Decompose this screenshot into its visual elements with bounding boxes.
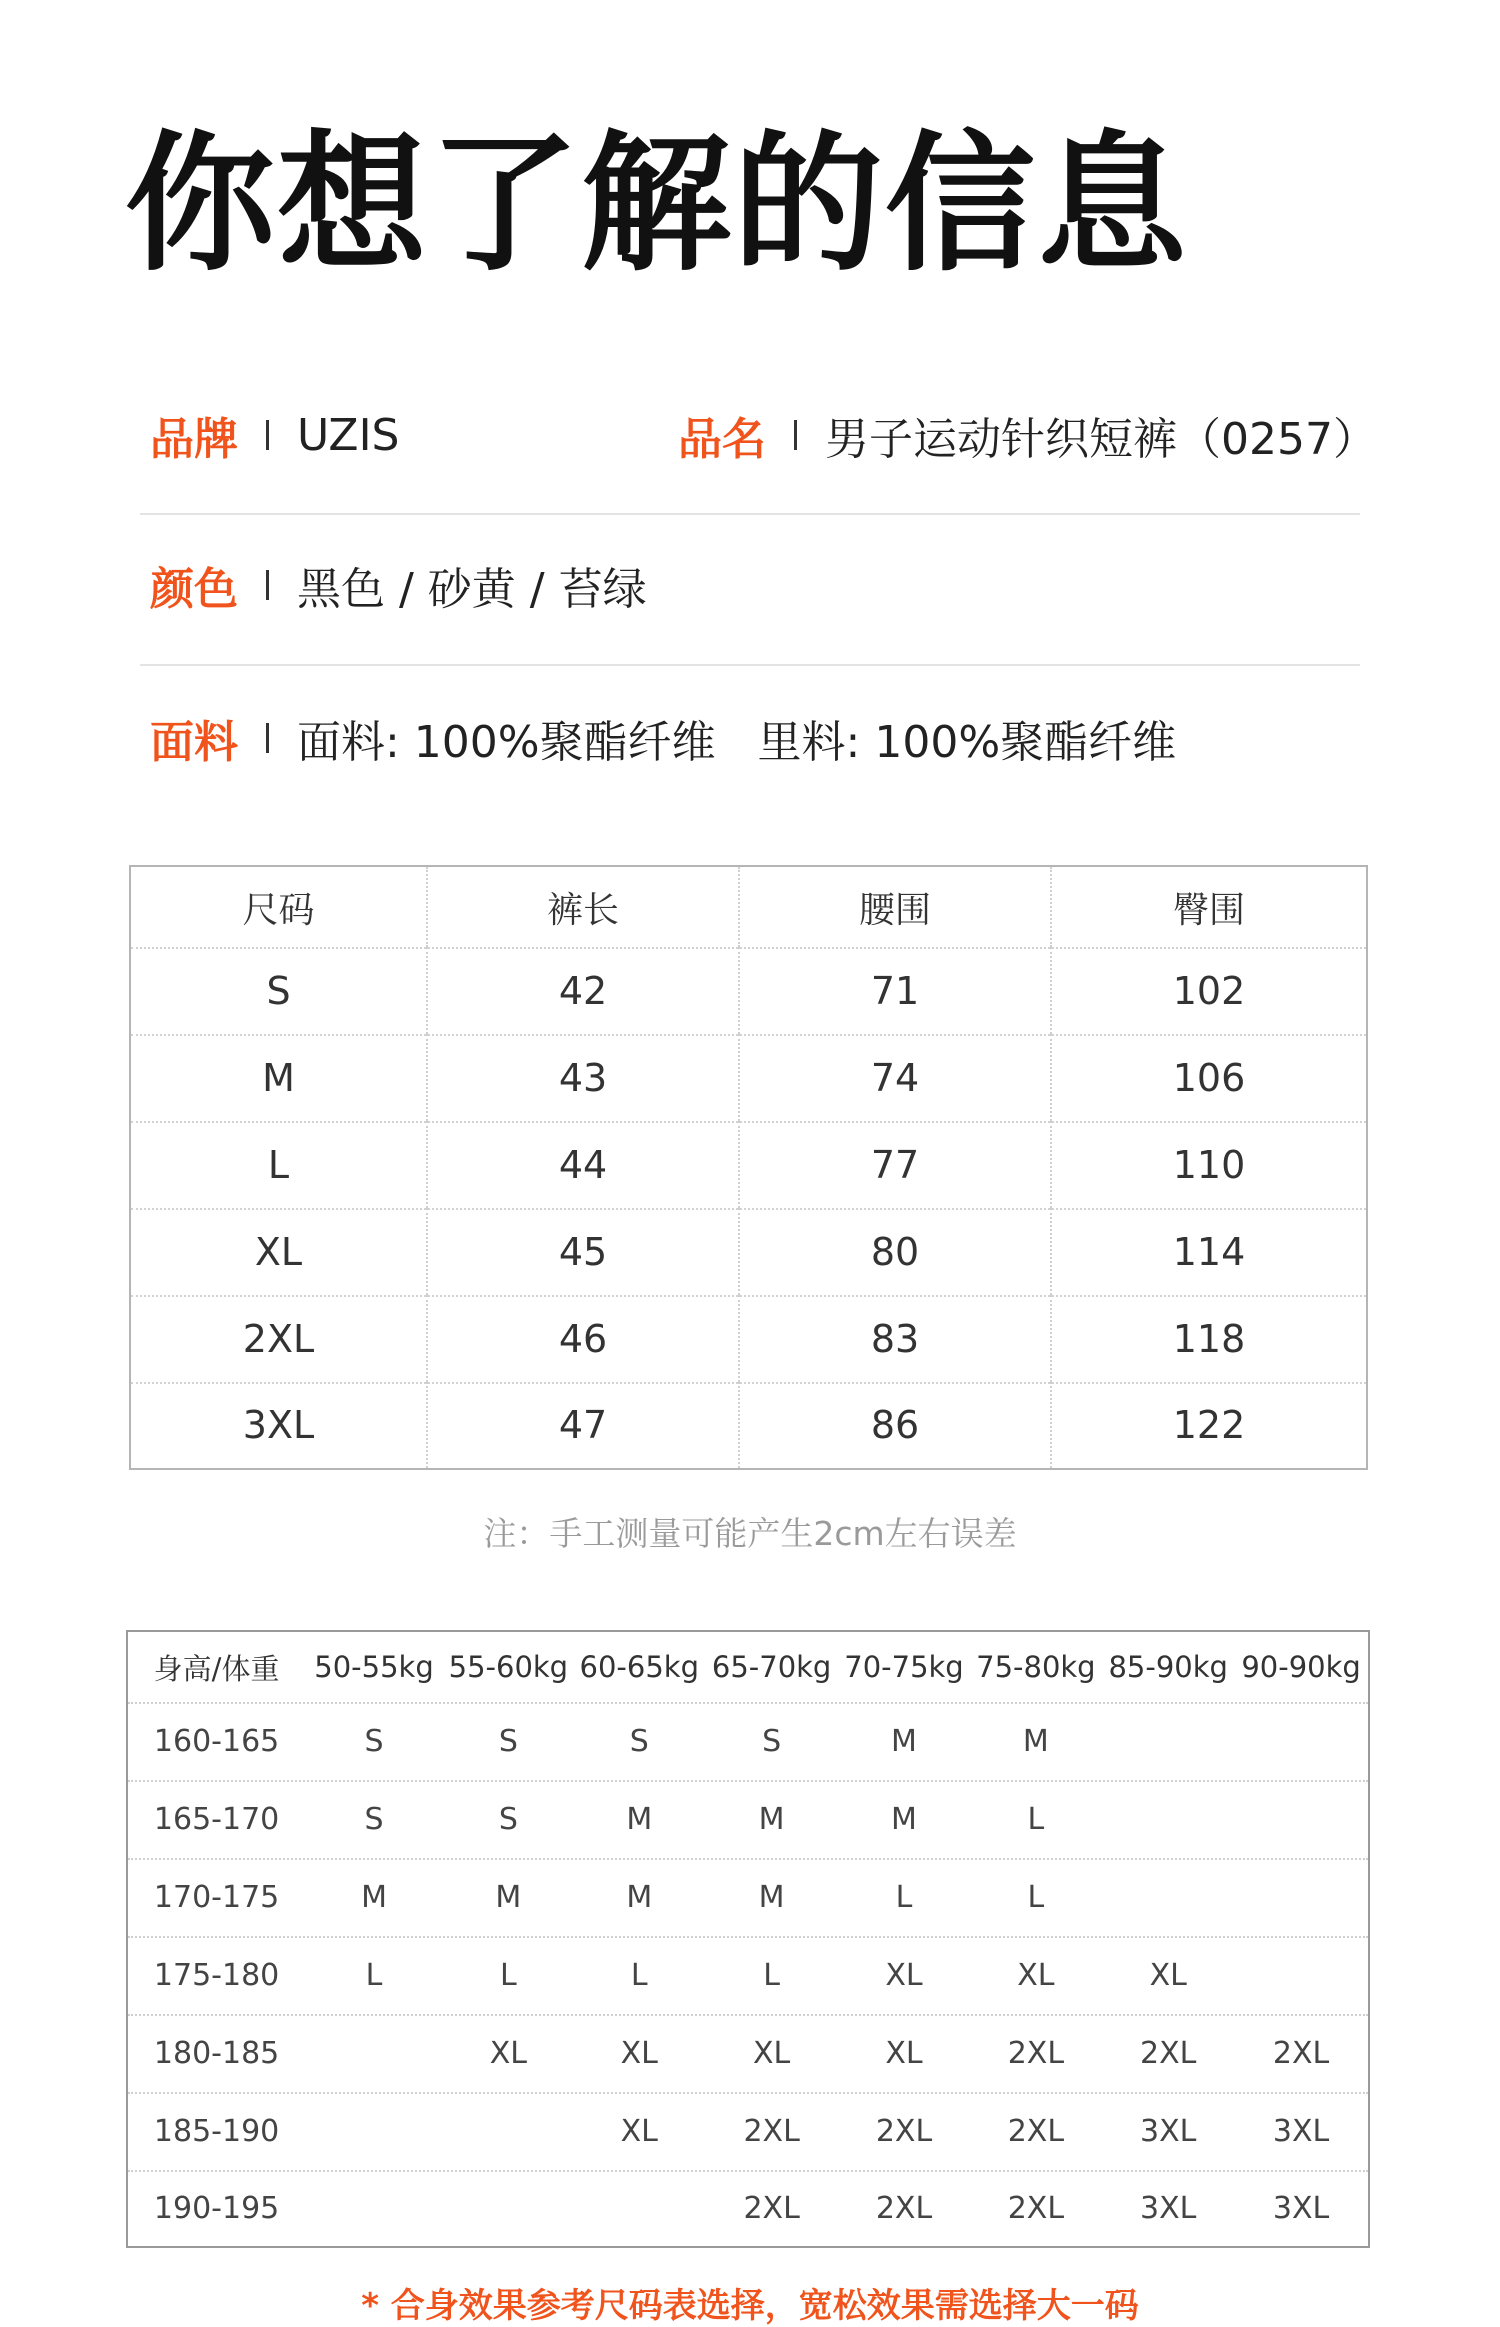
table-cell: 2XL [875, 2113, 933, 2149]
fabric-label: 面料 [150, 717, 238, 768]
column-header: 55-60kg [448, 1650, 569, 1684]
info-row-fabric [140, 688, 1360, 788]
table-cell: M [891, 1723, 917, 1759]
info-row-brand-product [140, 385, 1377, 485]
table-cell [1234, 1936, 1368, 2014]
table-cell: L [630, 1957, 648, 1993]
color-label: 颜色 [150, 564, 238, 615]
table-row [128, 1858, 1368, 1936]
table-cell: 3XL [1272, 2190, 1330, 2226]
table-cell: L [1027, 1879, 1045, 1915]
table-cell: 2XL [1007, 2113, 1065, 2149]
table-cell: 86 [740, 1382, 1052, 1468]
table-cell: 2XL [1007, 2190, 1065, 2226]
table-cell [443, 2170, 574, 2246]
table-cell: 44 [428, 1121, 740, 1208]
table-cell: XL [885, 2035, 923, 2071]
column-header: 85-90kg [1108, 1650, 1228, 1684]
table-cell: 2XL [743, 2190, 800, 2226]
table-row [131, 1382, 1366, 1468]
table-cell: M [495, 1879, 522, 1915]
size-recommendation-table [126, 1630, 1370, 2248]
table-cell: XL [131, 1208, 428, 1295]
column-header: 身高/体重 [153, 1651, 280, 1686]
table-row [128, 1936, 1368, 2014]
table-cell: S [364, 1723, 384, 1759]
table-cell: 185-190 [153, 2113, 280, 2149]
table-cell [305, 2014, 443, 2092]
table-cell: XL [752, 2035, 791, 2071]
color-value: 黑色 / 砂黄 / 苔绿 [297, 564, 647, 615]
table-cell: XL [1017, 1957, 1055, 1993]
table-cell [1234, 1702, 1368, 1780]
table-cell: L [365, 1957, 383, 1993]
table-cell: 165-170 [153, 1801, 280, 1837]
table-cell: 80 [740, 1208, 1052, 1295]
table-cell [1102, 1780, 1234, 1858]
table-cell: 118 [1172, 1316, 1246, 1361]
table-row [128, 2014, 1368, 2092]
table-cell: L [500, 1957, 517, 1993]
table-cell: M [626, 1879, 653, 1915]
column-header: 腰围 [740, 867, 1052, 947]
table-cell: S [498, 1723, 518, 1759]
table-cell: XL [620, 2113, 658, 2149]
table-cell: 46 [428, 1295, 740, 1382]
table-cell: 74 [740, 1034, 1052, 1121]
divider [140, 513, 1360, 515]
column-header: 70-75kg [844, 1650, 964, 1684]
table-cell: XL [885, 1957, 923, 1993]
info-row-color [140, 535, 1360, 635]
table-cell: 71 [740, 947, 1052, 1034]
table-cell: 102 [1172, 968, 1246, 1013]
table-cell: L [895, 1879, 913, 1915]
table-cell: 2XL [875, 2190, 933, 2226]
table-cell: L [763, 1957, 780, 1993]
table-cell: S [131, 947, 428, 1034]
table-cell: S [498, 1801, 518, 1837]
table-header-row [131, 867, 1366, 947]
column-header: 75-80kg [976, 1650, 1096, 1684]
table-cell: XL [1149, 1957, 1187, 1993]
table-cell: 2XL [1272, 2035, 1330, 2071]
table-header-row [128, 1632, 1368, 1702]
table-cell [1102, 1858, 1234, 1936]
table-row [131, 1121, 1366, 1208]
table-cell [1234, 1780, 1368, 1858]
table-cell: 180-185 [153, 2035, 280, 2071]
color-item [150, 535, 647, 635]
fabric-item [150, 688, 1176, 788]
product-label: 品名 [678, 414, 766, 465]
table-cell: S [629, 1723, 649, 1759]
brand-label: 品牌 [150, 414, 238, 465]
table-cell [1102, 1702, 1234, 1780]
table-cell: S [364, 1801, 384, 1837]
separator [266, 723, 269, 753]
table-cell: 114 [1172, 1229, 1246, 1274]
table-cell: M [891, 1801, 917, 1837]
table-cell: 110 [1172, 1142, 1246, 1187]
fabric-value: 面料: 100%聚酯纤维 里料: 100%聚酯纤维 [297, 717, 1177, 768]
table-cell: XL [489, 2035, 527, 2071]
column-header: 65-70kg [711, 1650, 832, 1684]
column-header: 50-55kg [314, 1650, 434, 1684]
table-cell: L [1027, 1801, 1045, 1837]
table-cell [443, 2092, 574, 2170]
column-header: 裤长 [428, 867, 740, 947]
table-row [131, 1034, 1366, 1121]
separator [266, 420, 269, 450]
column-header: 60-65kg [579, 1650, 699, 1684]
table-cell: M [1022, 1723, 1049, 1759]
table-cell: 2XL [743, 2113, 800, 2149]
table-cell: M [758, 1801, 785, 1837]
table-cell: M [626, 1801, 653, 1837]
table-row [131, 1295, 1366, 1382]
table-cell: 42 [428, 947, 740, 1034]
table-cell: 122 [1172, 1403, 1246, 1447]
table-cell: 43 [428, 1034, 740, 1121]
table-cell: 3XL [1272, 2113, 1330, 2149]
product-value: 男子运动针织短裤（0257） [825, 414, 1377, 465]
table-cell: 2XL [131, 1295, 428, 1382]
table-cell: 45 [428, 1208, 740, 1295]
table-cell: M [758, 1879, 785, 1915]
measurement-note: 注：手工测量可能产生2cm左右误差 [483, 1514, 1017, 1553]
table-cell: 83 [740, 1295, 1052, 1382]
table-cell [574, 2170, 705, 2246]
table-cell: 2XL [1140, 2035, 1197, 2071]
column-header: 90-90kg [1241, 1650, 1361, 1684]
separator [794, 420, 797, 450]
table-cell: M [131, 1034, 428, 1121]
size-table [129, 865, 1368, 1470]
page-title: 你想了解的信息 [125, 118, 1190, 292]
table-cell: 106 [1172, 1055, 1246, 1100]
table-cell [1234, 1858, 1368, 1936]
brand-item [150, 385, 399, 485]
column-header: 尺码 [131, 867, 428, 947]
table-cell: L [131, 1121, 428, 1208]
table-cell [305, 2092, 443, 2170]
table-row [128, 2170, 1368, 2246]
table-row [128, 2092, 1368, 2170]
table-cell: M [361, 1879, 387, 1915]
table-cell: 47 [428, 1382, 740, 1468]
table-cell: 3XL [1140, 2190, 1197, 2226]
table-cell: S [762, 1723, 782, 1759]
column-header: 臀围 [1172, 889, 1245, 931]
table-cell [305, 2170, 443, 2246]
separator [266, 570, 269, 600]
table-cell: 3XL [131, 1382, 428, 1468]
table-cell: 3XL [1140, 2113, 1197, 2149]
fit-tip: * 合身效果参考尺码表选择，宽松效果需选择大一码 [361, 2286, 1139, 2326]
table-cell: 160-165 [153, 1723, 280, 1759]
table-row [131, 947, 1366, 1034]
table-cell: 2XL [1007, 2035, 1065, 2071]
brand-value: UZIS [297, 409, 400, 461]
table-cell: 77 [740, 1121, 1052, 1208]
table-cell: 190-195 [153, 2190, 280, 2226]
table-row [128, 1780, 1368, 1858]
table-cell: 175-180 [153, 1957, 280, 1993]
divider [140, 664, 1360, 666]
table-row [128, 1702, 1368, 1780]
product-item [678, 385, 1377, 485]
table-cell: 170-175 [153, 1879, 280, 1915]
table-row [131, 1208, 1366, 1295]
table-cell: XL [620, 2035, 658, 2071]
